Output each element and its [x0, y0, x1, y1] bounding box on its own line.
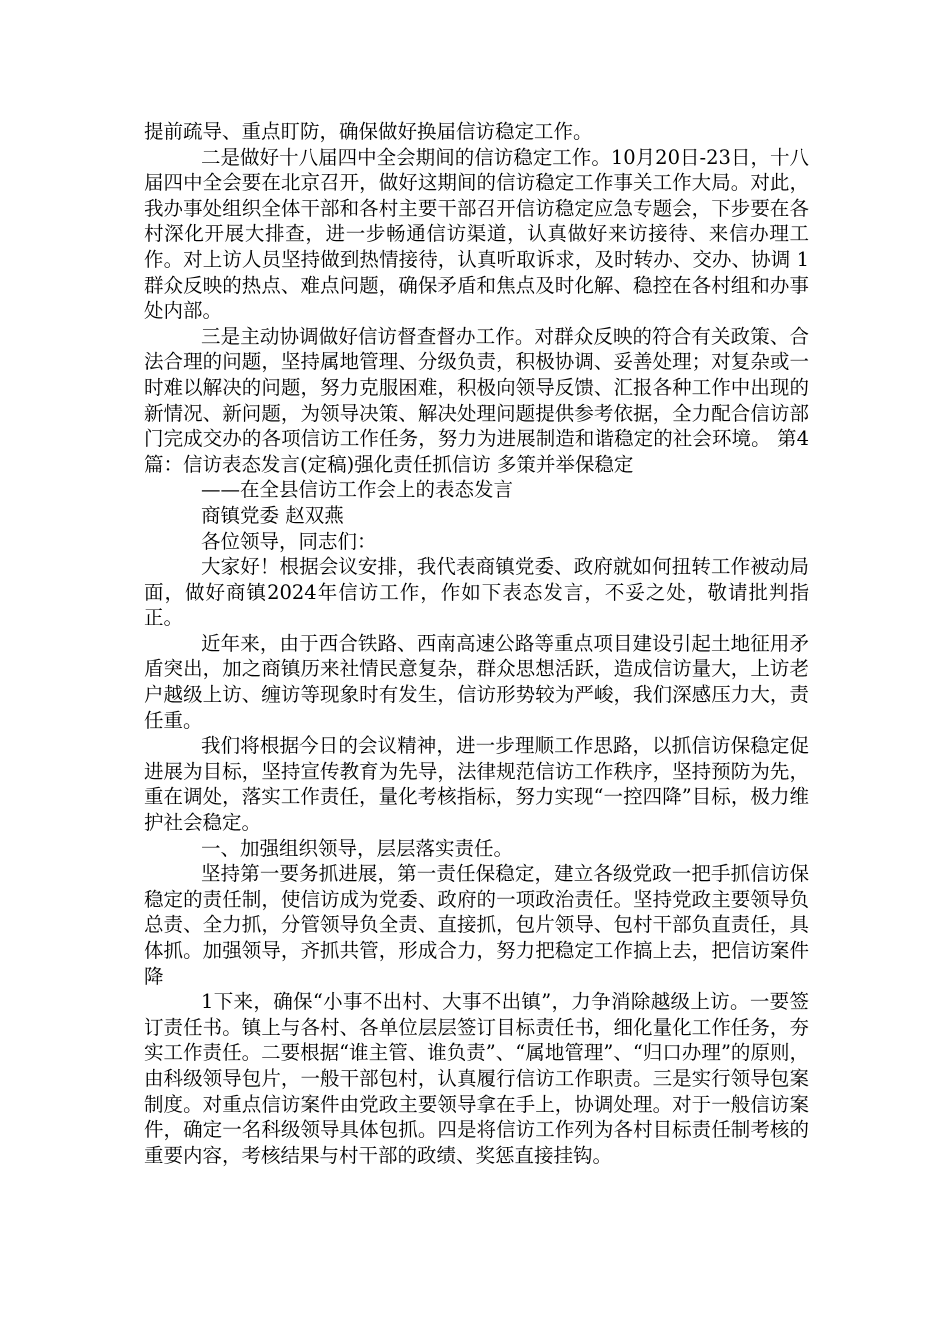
section-heading-1: 一、加强组织领导，层层落实责任。 [201, 836, 514, 860]
paragraph-9: 我们将根据今日的会议精神，进一步理顺工作思路，以抓信访保稳定促进展为目标，坚持宣传教育为先导，法律规范信访工作秩序，坚持预防为先，重在调处，落实工作责任，量化考核指标，努力实现“一控四降”目标，极力维护社会稳定。 [144, 734, 809, 835]
paragraph-12: 1下来，确保“小事不出村、大事不出镇”，力争消除越级上访。一要签订责任书。镇上与各村、各单位层层签订目标责任书，细化量化工作任务，夯实工作责任。二要根据“谁主管、谁负责”、“属地管理”、“归口办理”的原则，由科级领导包片，一般干部包村，认真履行信访工作职责。三是实行领导包案制度。对重点信访案件由党政主要领导拿在手上，协调处理。对于一般信访案件，确定一名科级领导具体包抓。四是将信访工作列为各村目标责任制考核的重要内容，考核结果与村干部的政绩、奖惩直接挂钩。 [144, 990, 809, 1167]
paragraph-2: 二是做好十八届四中全会期间的信访稳定工作。10月20日-23日，十八届四中全会要在北京召开，做好这期间的信访稳定工作事关工作大局。对此，我办事处组织全体干部和各村主要干部召开信访稳定应急专题会，下步要在各村深化开展大排查，进一步畅通信访渠道，认真做好来访接待、来信办理工作。对上访人员坚持做到热情接待，认真听取诉求，及时转办、交办、协调 1 群众反映的热点、难点问题，确保矛盾和焦点及时化解、稳控在各村组和办事处内部。 [144, 145, 809, 323]
salutation: 各位领导，同志们： [201, 529, 377, 553]
speaker-line: 商镇党委 赵双燕 [201, 503, 344, 527]
paragraph-7: 大家好！根据会议安排，我代表商镇党委、政府就如何扭转工作被动局面，做好商镇2024年信访工作，作如下表态发言，不妥之处，敬请批判指正。 [144, 555, 809, 630]
paragraph-8: 近年来，由于西合铁路、西南高速公路等重点项目建设引起土地征用矛盾突出，加之商镇历来社情民意复杂，群众思想活跃，造成信访量大，上访老户越级上访、缠访等现象时有发生，信访形势较为严峻，我们深感压力大，责任重。 [144, 631, 809, 732]
paragraph-11: 坚持第一要务抓进展，第一责任保稳定，建立各级党政一把手抓信访保稳定的责任制，使信访成为党委、政府的一项政治责任。坚持党政主要领导负总责、全力抓，分管领导负全责、直接抓，包片领导、包村干部负直责任，具体抓。加强领导，齐抓共管，形成合力，努力把稳定工作搞上去，把信访案件降 [144, 862, 809, 988]
paragraph-1: 提前疏导、重点盯防，确保做好换届信访稳定工作。 [144, 120, 593, 143]
document-body [144, 119, 809, 1168]
speech-subtitle: ——在全县信访工作会上的表态发言 [201, 478, 514, 502]
paragraph-3: 三是主动协调做好信访督查督办工作。对群众反映的符合有关政策、合法合理的问题，坚持属地管理、分级负责，积极协调、妥善处理；对复杂或一时难以解决的问题，努力克服困难，积极向领导反馈、汇报各种工作中出现的新情况、新问题，为领导决策、解决处理问题提供参考依据，全力配合信访部门完成交办的各项信访工作任务，努力为进展制造和谐稳定的社会环境。 第4篇：信访表态发言(定稿)强化责任抓信访 多策并举保稳定 [144, 324, 809, 476]
